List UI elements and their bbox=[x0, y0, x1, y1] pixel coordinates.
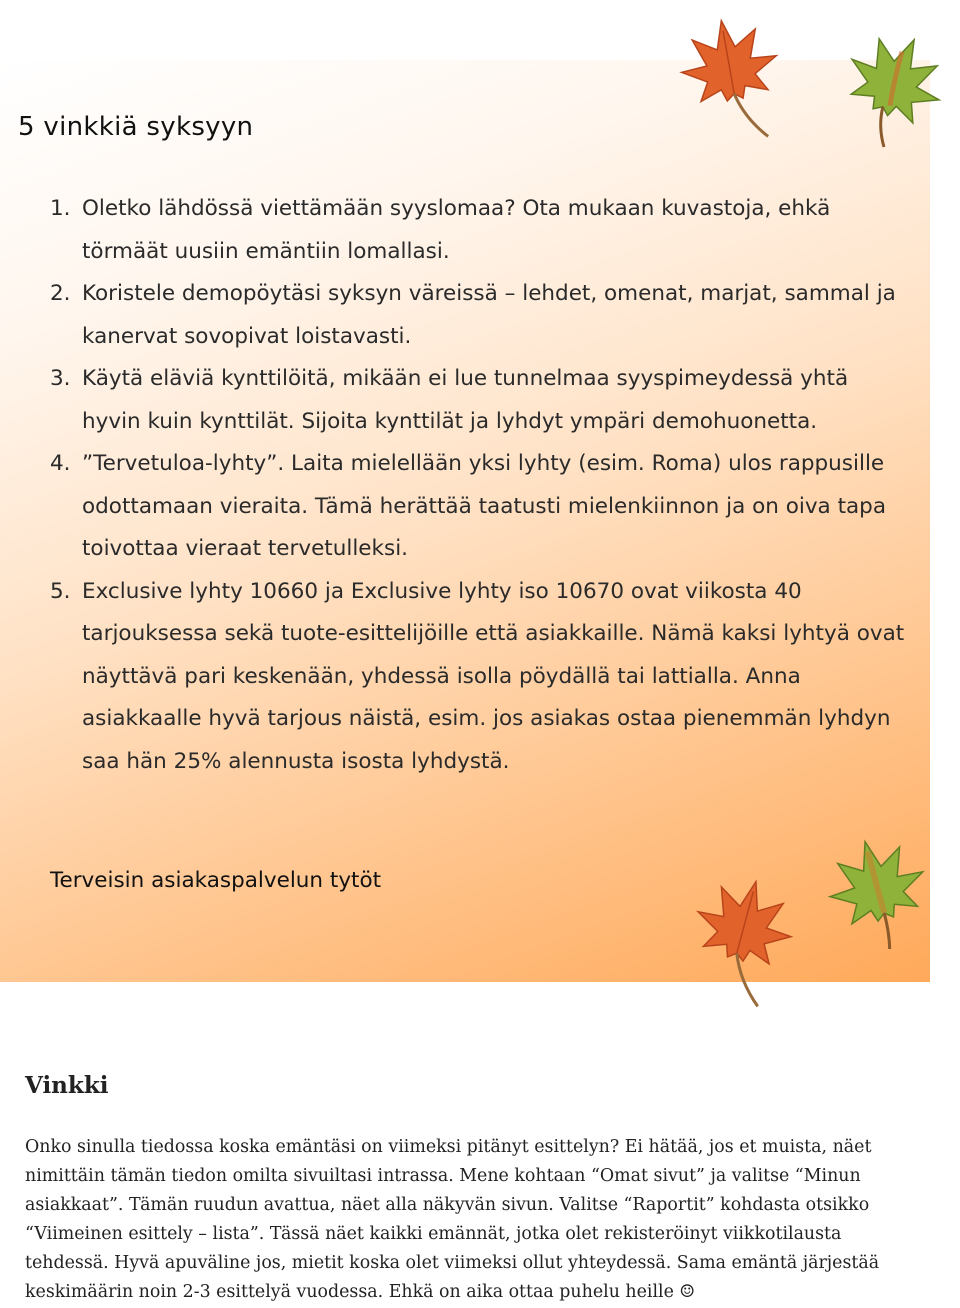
list-item bbox=[50, 571, 910, 784]
page-title: 5 vinkkiä syksyyn bbox=[18, 112, 254, 142]
item-text: Käytä eläviä kynttilöitä, mikään ei lue tunnelmaa syyspimeydessä yhtä hyvin kuin kynttilät. Sijoita kynttilät ja lyhdyt ympäri demohuonetta. bbox=[82, 366, 849, 434]
item-number: 5. bbox=[50, 578, 71, 604]
item-text: Koristele demopöytäsi syksyn väreissä – lehdet, omenat, marjat, sammal ja kanervat sovopivat loistavasti. bbox=[82, 281, 896, 349]
list-item bbox=[50, 273, 910, 358]
list-item bbox=[50, 358, 910, 443]
green-maple-leaf-icon bbox=[808, 820, 948, 970]
orange-maple-leaf-icon bbox=[668, 860, 818, 1010]
greeting-signature: Terveisin asiakaspalvelun tytöt bbox=[50, 868, 382, 893]
item-number: 3. bbox=[50, 366, 71, 391]
vinkki-heading: Vinkki bbox=[25, 1072, 109, 1099]
list-item bbox=[50, 443, 910, 571]
item-text: Exclusive lyhty 10660 ja Exclusive lyhty iso 10670 ovat viikosta 40 tarjouksessa sekä tuote-esittelijöille että asiakkaille. Nämä kaksi lyhtyä ovat näyttävä pari keskenään, yhdessä isolla pöydällä tai lattialla. Anna asiakkaalle hyvä tarjous näistä, esim. jos asiakas ostaa pienemmän lyhdyn saa hän 25% alennusta isosta lyhdystä. bbox=[82, 578, 905, 774]
tips-list bbox=[50, 188, 910, 783]
item-text: ”Tervetuloa-lyhty”. Laita mielellään yksi lyhty (esim. Roma) ulos rappusille odottamaan vieraita. Tämä herättää taatusti mielenkiinnon ja on oiva tapa toivottaa vieraat tervetulleksi. bbox=[82, 451, 886, 561]
item-number: 4. bbox=[50, 451, 71, 476]
item-number: 2. bbox=[50, 281, 71, 306]
item-text: Oletko lähdössä viettämään syyslomaa? Ota mukaan kuvastoja, ehkä törmäät uusiin emäntiin lomallasi. bbox=[82, 196, 831, 264]
list-item bbox=[50, 188, 910, 273]
vinkki-paragraph: Onko sinulla tiedossa koska emäntäsi on viimeksi pitänyt esittelyn? Ei hätää, jos et muista, näet nimittäin tämän tiedon omilta sivuiltasi intrassa. Mene kohtaan “Omat sivut” ja valitse “Minun asiakkaat”. Tämän ruudun avattua, näet alla näkyvän sivun. Valitse “Raportit” kohdasta otsikko “Viimeinen esittely – lista”. Tässä näet kaikki emännät, jotka olet rekisteröinyt viikkotilausta tehdessä. Hyvä apuväline jos, mietit koska olet viimeksi ollut yhteydessä. Sama emäntä järjestää keskimäärin noin 2-3 esittelyä vuodessa. Ehkä on aika ottaa puhelu heille ☺ bbox=[25, 1137, 880, 1302]
item-number: 1. bbox=[50, 196, 71, 221]
green-maple-leaf-icon bbox=[828, 20, 958, 160]
orange-maple-leaf-icon bbox=[660, 0, 800, 150]
